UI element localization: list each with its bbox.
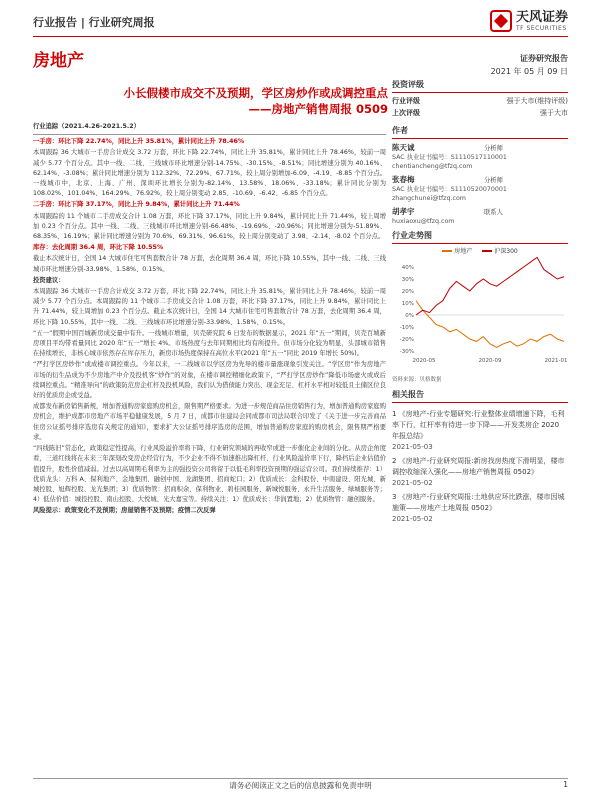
divider — [33, 134, 386, 135]
analyst-email[interactable]: huxiaoxu@tfzq.com — [392, 218, 455, 225]
chart-source: 资料来源：贝格数据 — [392, 377, 442, 383]
trend-chart — [392, 230, 568, 383]
legend-item — [442, 246, 472, 255]
analyst-role: 分析师 — [484, 177, 503, 184]
page-number: 1 — [563, 780, 568, 789]
y-tick-label: -20% — [399, 337, 414, 343]
related-report[interactable] — [392, 456, 568, 489]
related-heading: 相关报告 — [392, 389, 568, 403]
tf-logo-icon — [490, 10, 512, 32]
rating-value: 强于大市(维持评级) — [506, 97, 568, 105]
y-tick-label: 0% — [405, 313, 414, 319]
analyst-card — [392, 207, 568, 226]
inventory-heading: 库存：去化周期 36.4 周，环比下降 10.55% — [33, 244, 164, 252]
analyst-email[interactable]: zhangchunei@tfzq.com — [392, 195, 466, 202]
footer-disclaimer: 请务必阅读正文之后的信息披露和免责申明 — [229, 781, 372, 790]
rating-key: 上次评级 — [392, 109, 420, 117]
investment-paragraph: 本周跟踪 36 大城市一手房合计成交 3.72 万套，环比下降 22.74%，同比上升 35.81%，累计同比上升 78.46%，较前一周减少 5.77 个百分点。本周跟踪的 11 个城市二手房成交合计 1.08 万套，环比下降 37.17%，同比上升 9.84%，累计同比上升 71.44%，较上周增加 0.23 个百分点。截止本次统计日，全国 14 大城市住宅可售套数合计 78 万套，去化周期 36.4 周，环比下降 10.55%，其中一线、二线、三线城市环比增速分别-33.98%、1.58%、0.15%。 — [33, 288, 386, 326]
related-report-date: 2021-05-02 — [392, 515, 433, 523]
rating-key: 行业评级 — [392, 97, 420, 105]
y-tick-label: 20% — [401, 289, 414, 295]
legend-swatch-icon — [442, 250, 452, 252]
related-reports — [392, 409, 568, 525]
title-line-2: ——房地产销售周报 0509 — [248, 102, 388, 116]
x-tick-label: 2020-05 — [412, 358, 436, 364]
inventory-paragraph: 截止本次统计日，全国 14 大城市住宅可售套数合计 78 万套，去化周期 36.4 周，环比下降 10.55%，其中一线、二线、三线城市环比增速分别-33.98%、1.58%、0.15%。 — [33, 255, 386, 273]
report-type: 行业报告 | 行业研究周报 — [33, 16, 155, 29]
legend-label: 房地产 — [454, 248, 473, 255]
title-line-1: 小长假楼市成交不及预期，学区房炒作或成调控重点 — [123, 86, 388, 100]
new-home-heading: 一手房：环比下降 22.74%，同比上升 35.81%，累计同比上升 78.46% — [33, 138, 245, 146]
related-report[interactable] — [392, 492, 568, 525]
chart-heading: 行业走势图 — [392, 230, 568, 244]
y-tick-label: -30% — [399, 349, 414, 355]
second-hand-heading: 二手房：环比下降 37.17%，同比上升 9.84%，累计同比上升 71.44% — [33, 201, 240, 209]
second-hand-paragraph: 本周跟踪的 11 个城市二手房成交合计 1.08 万套，环比下降 37.17%，同比上升 9.84%，累计同比上升 71.44%，较上周增加 0.23 个百分点。其中一线、二线、三线城市环比增速分别-66.48%、-19.69%、-20.96%；同比增速分别为-51.89%、68.35%、16.19%；累计同比增速分别为 70.6%、69.31%、96.61%，较上周分别变动了 3.98、-2.14、-8.02 个百分点。 — [33, 212, 386, 241]
analyst-name: 胡孝宇 — [392, 207, 415, 216]
footer-divider — [33, 778, 568, 779]
tracking-period: 行业追踪（2021.4.26-2021.5.2） — [33, 123, 140, 130]
related-report-date: 2021-05-03 — [392, 443, 433, 451]
analyst-email[interactable]: chentiancheng@tfzq.com — [392, 163, 473, 170]
body-column — [33, 122, 386, 518]
rating-value: 强于大市 — [540, 109, 568, 117]
related-report-date: 2021-05-02 — [392, 479, 433, 487]
legend-item — [482, 246, 517, 255]
chart-area — [392, 257, 568, 373]
legend-swatch-icon — [482, 250, 492, 252]
series-line — [416, 257, 564, 315]
legend-label: 沪深300 — [494, 248, 518, 255]
rating-row — [392, 95, 568, 107]
rating-row — [392, 107, 568, 119]
analyst-heading: 作者 — [392, 125, 568, 139]
analyst-cert: SAC 执业证书编号：S1110520070001 — [392, 186, 507, 193]
y-tick-label: -10% — [399, 325, 414, 331]
sidebar — [392, 79, 568, 528]
x-tick-label: 2021-01 — [544, 358, 568, 364]
analyst-role: 联系人 — [484, 209, 503, 216]
report-label: 证券研究报告 — [520, 54, 568, 63]
report-meta — [491, 52, 568, 78]
chart-legend — [392, 246, 568, 255]
analyst-cert: SAC 执业证书编号：S1110517110001 — [392, 154, 507, 161]
analyst-card — [392, 175, 568, 203]
top-header — [33, 6, 568, 36]
logo — [490, 6, 568, 36]
investment-heading: 投资建议： — [33, 276, 65, 284]
analyst-name: 陈天诚 — [392, 143, 415, 152]
recommendation-paragraph: “四线陈旧”常态化，政策稳定性提高，行业风险溢价率将下降，行业研究领域的再收窄或进一步催化企业间的分化。从房企角度看，三道红线将在未来三年深刻改变房企经营行为，不少企业不得不加速推出降杠杆、行业风险溢价率下行，降档后企业估值价值提升，股性价值减弱。过去以高周期毛利率为主的强投资公司将留于以低毛利率投资预期的强运营公司。我们持续推荐：1）优质龙头：万科 A、保利地产、金地集团、融创中国、龙湖集团、招商蛇口；2）优质成长：金科股份、中南建设、阳光城、新城控股、旭辉控股、龙光集团；3）优质物管：招商积余、保利物业、碧桂园服务、新城悦服务、永升生活服务、绿城服务等；4）低估价值：城投控股、南山控股、大悦城、光大嘉宝等。持续关注：1）优质成长：华润置地；2）优质物管：融创服务。 — [33, 445, 386, 504]
analyst-card — [392, 143, 568, 171]
series-line — [416, 301, 564, 348]
analyst-role: 分析师 — [484, 145, 503, 152]
chengdu-paragraph: 成都发布新房销售新规，增加普通购房家庭购房机会，限售期严格要求。为进一步规范商品住房销售行为，增加普通购房家庭购房机会，维护成都市房地产市场平稳健康发展，5 月 7 日，成都市住建局会同成都市司法局联合印发了《关于进一步完善商品住房公证摇号排序选房有关规定的通知》，要求扩大公证摇号排序选房的范围，增加普通购房家庭的购房机会，限售期严格要求。 — [33, 403, 386, 441]
trend-chart-svg — [392, 257, 568, 365]
may-day-paragraph: “五一”假期中国百城新房成交量中有升。一线城市增量，贝壳研究院 6 日发布的数据显示，2021 年“五一”期间，贝壳百城新房项目平均带看量同比 2020 年“五一”增长 4%。市场热度与去年同期相比均有所提升。但市场分化较为明显，头部城市销售在持续增长，非核心城市依然存在库存压力，新房市场热度保持在高位水平(2021 年“五一”同比 2019 年增长 50%)。 — [33, 329, 386, 358]
report-title — [33, 85, 388, 117]
y-tick-label: 30% — [401, 277, 414, 283]
new-home-paragraph: 本周跟踪 36 大城市一手房合计成交 3.72 万套，环比下降 22.74%，同比上升 35.81%，累计同比上升 78.46%，较前一周减少 5.77 个百分点。其中一线、二线、三线城市环比增速分别-14.75%、-30.15%、-8.51%；同比增速分别为 40.16%、62.14%、-3.08%；累计同比增速分别为 112.32%、72.29%、67.71%，较上周分别增加-6.09、-4.19、-8.85 个百分点。一线城市中，北京、上海、广州、深圳环比增长分别为-82.14%、13.58%、18.06%、-33.18%；累计同比分别为 108.02%、101.04%、164.29%、76.92%，较上周分别变动 2.85、-10.69、-6.42、-6.85 个百分点。 — [33, 149, 386, 198]
risk-warning: 风险提示：政策变化不及预期；房屋销售不及预期；疫情二次反弹 — [33, 507, 216, 515]
analyst-name: 张春梅 — [392, 175, 415, 184]
rating-heading: 投资评级 — [392, 79, 568, 93]
logo-name-en: TF SECURITIES — [515, 24, 567, 32]
header-divider — [33, 36, 568, 37]
related-report-title[interactable]: 3 《房地产-行业研究周报:土地供应环比跌涨，楼市因城施策——房地产土地周报 0502》 — [392, 493, 565, 512]
logo-name: 天风证券 — [515, 9, 568, 25]
x-tick-label: 2020-09 — [478, 358, 502, 364]
related-report[interactable] — [392, 409, 568, 453]
y-tick-label: 40% — [401, 265, 414, 271]
y-tick-label: 10% — [401, 301, 414, 307]
report-date: 2021 年 05 月 09 日 — [490, 67, 568, 76]
related-report-title[interactable]: 1 《房地产-行业专题研究:行业整体业绩增速下降，毛利率下行，红杆率有待进一步下降——开发类房企 2020 年报总结》 — [392, 410, 565, 440]
related-report-title[interactable]: 2 《房地产-行业研究周报:新房找房热度下滑明显，楼市调控收缩深入强化——房地产销售周报 0502》 — [392, 457, 565, 476]
sector-title: 房地产 — [33, 51, 84, 71]
school-district-paragraph: “严打学区房炒作”或成楼市调控重点。今年以来，一二线城市以学区房为先导的楼市量涨现象引发关注。“学区房”作为房地产市场的衍生品成为不少房地产中介及投机客“炒作”的对象，在楼市调控精细化政策下，“严打学区房炒作”降低市场虚火或成后续调控重点。“精准导向”的政策防范房企杠杆及投机风险，我们认为借债能力突出、现金充足、杠杆水平相对较低且土储区位良好的优质房企或受益。 — [33, 361, 386, 400]
